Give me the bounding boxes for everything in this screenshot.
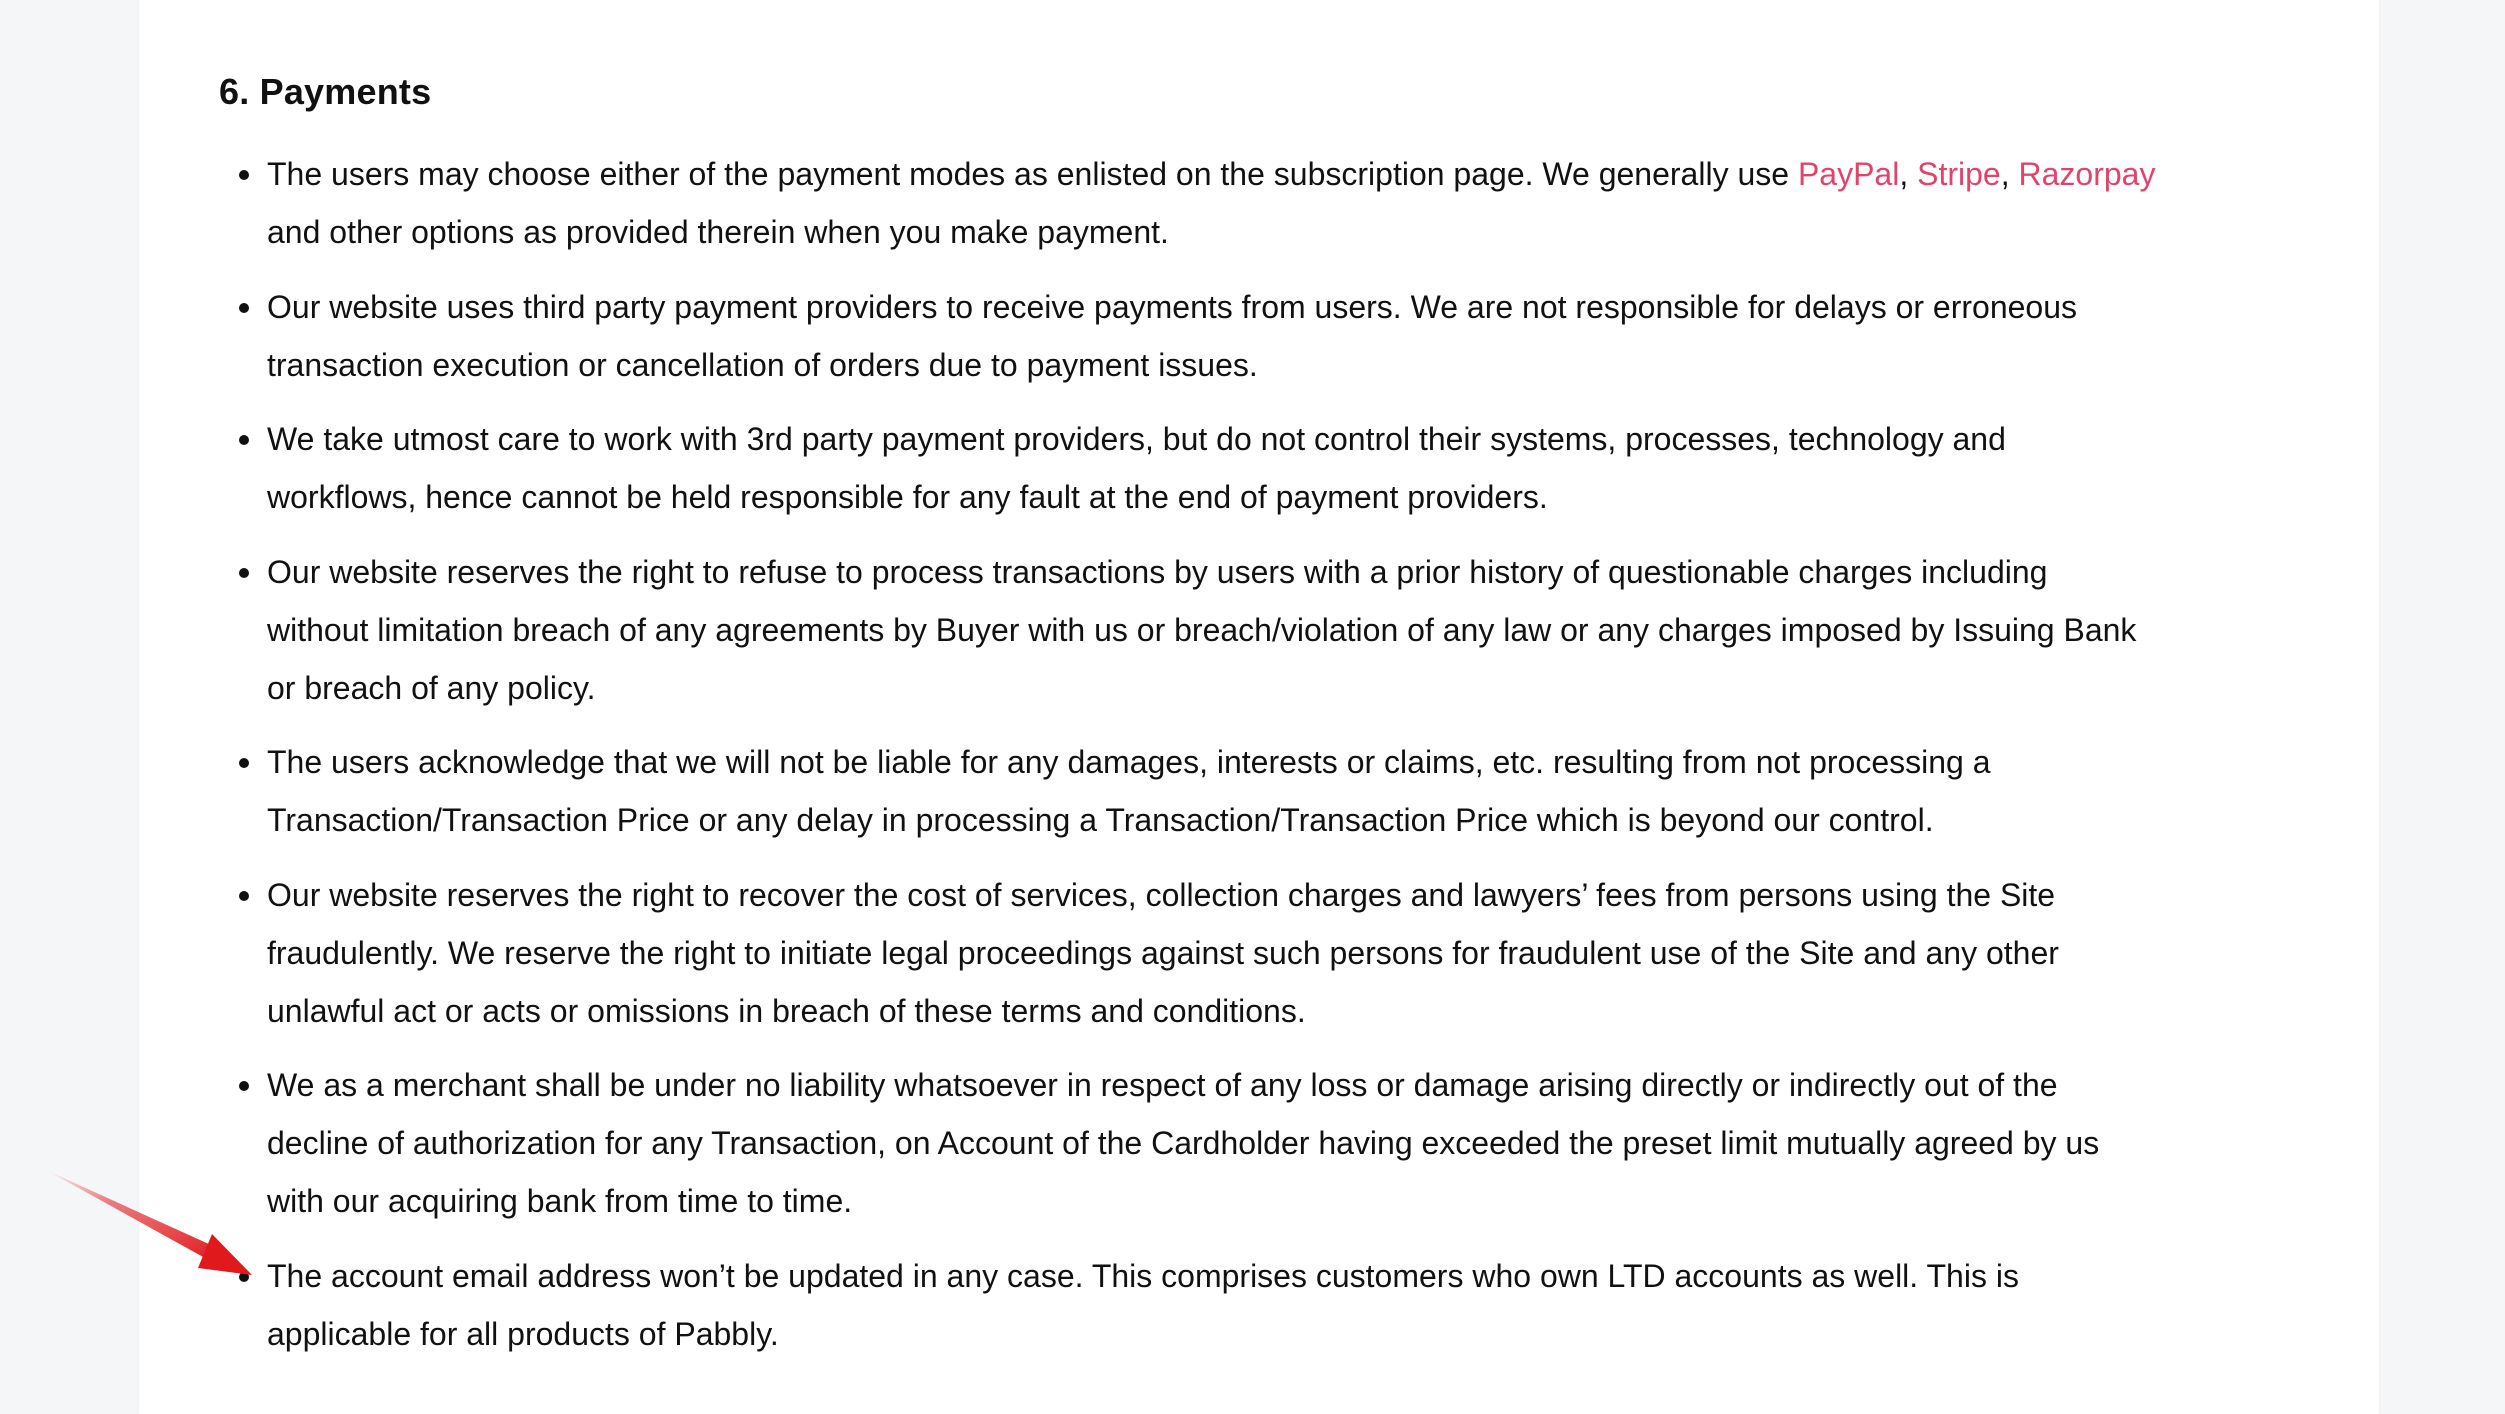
- list-item: [219, 278, 2299, 394]
- separator: ,: [2000, 156, 2019, 192]
- list-item-line: decline of authorization for any Transaction, on Account of the Cardholder having exceeded the preset limit mutually agreed by us: [267, 1125, 2100, 1161]
- bullet-icon: [239, 891, 249, 901]
- payment-terms-list: [219, 145, 2299, 1379]
- razorpay-link[interactable]: Razorpay: [2018, 156, 2156, 192]
- list-item-line: applicable for all products of Pabbly.: [267, 1315, 779, 1352]
- list-item-line: Our website uses third party payment providers to receive payments from users. We are not responsible for delays or erroneous: [267, 288, 2078, 325]
- list-item-line: Our website reserves the right to refuse to process transactions by users with a prior history of questionable charges including: [267, 553, 2048, 590]
- list-item-highlighted: [219, 1247, 2299, 1363]
- list-item-line: We as a merchant shall be under no liability whatsoever in respect of any loss or damage arising directly or indirectly out of the: [267, 1067, 2058, 1103]
- list-item-line: without limitation breach of any agreements by Buyer with us or breach/violation of any law or any charges imposed by Issuing Bank: [267, 611, 2137, 648]
- list-item-text: The users may choose either of the payment modes as enlisted on the subscription page. We generally use: [267, 156, 1798, 192]
- bullet-icon: [239, 303, 249, 313]
- list-item: [219, 543, 2299, 717]
- list-item-line: The users acknowledge that we will not be liable for any damages, interests or claims, etc. resulting from not processing a: [267, 744, 1991, 780]
- list-item-line: transaction execution or cancellation of orders due to payment issues.: [267, 346, 1258, 383]
- bullet-icon: [239, 758, 249, 768]
- list-item-line: unlawful act or acts or omissions in breach of these terms and conditions.: [267, 992, 1306, 1029]
- list-item-line: [267, 145, 2299, 203]
- list-item: [219, 145, 2299, 261]
- list-item-line: We take utmost care to work with 3rd party payment providers, but do not control their systems, processes, technology and: [267, 421, 2006, 457]
- bullet-icon: [239, 1272, 249, 1282]
- bullet-icon: [239, 1081, 249, 1091]
- list-item-line: workflows, hence cannot be held responsible for any fault at the end of payment providers.: [267, 479, 1548, 515]
- bullet-icon: [239, 435, 249, 445]
- bullet-icon: [239, 568, 249, 578]
- list-item: [219, 1056, 2299, 1230]
- list-item-line: with our acquiring bank from time to time.: [267, 1183, 853, 1219]
- list-item: [219, 410, 2299, 526]
- list-item-line: The account email address won’t be updated in any case. This comprises customers who own LTD accounts as well. This is: [267, 1257, 2019, 1294]
- paypal-link[interactable]: PayPal: [1797, 156, 1900, 192]
- section-title: 6. Payments: [219, 71, 432, 112]
- list-item-line: Our website reserves the right to recover the cost of services, collection charges and lawyers’ fees from persons using the Site: [267, 876, 2056, 913]
- list-item: [219, 733, 2299, 849]
- list-item: [219, 866, 2299, 1040]
- bullet-icon: [239, 170, 249, 180]
- separator: ,: [1899, 156, 1918, 192]
- list-item-line: and other options as provided therein when you make payment.: [267, 214, 1169, 250]
- list-item-line: or breach of any policy.: [267, 669, 596, 706]
- stripe-link[interactable]: Stripe: [1917, 156, 2001, 192]
- list-item-line: Transaction/Transaction Price or any delay in processing a Transaction/Transaction Price which is beyond our control.: [267, 802, 1934, 838]
- list-item-line: fraudulently. We reserve the right to initiate legal proceedings against such persons for fraudulent use of the Site and any other: [267, 934, 2059, 971]
